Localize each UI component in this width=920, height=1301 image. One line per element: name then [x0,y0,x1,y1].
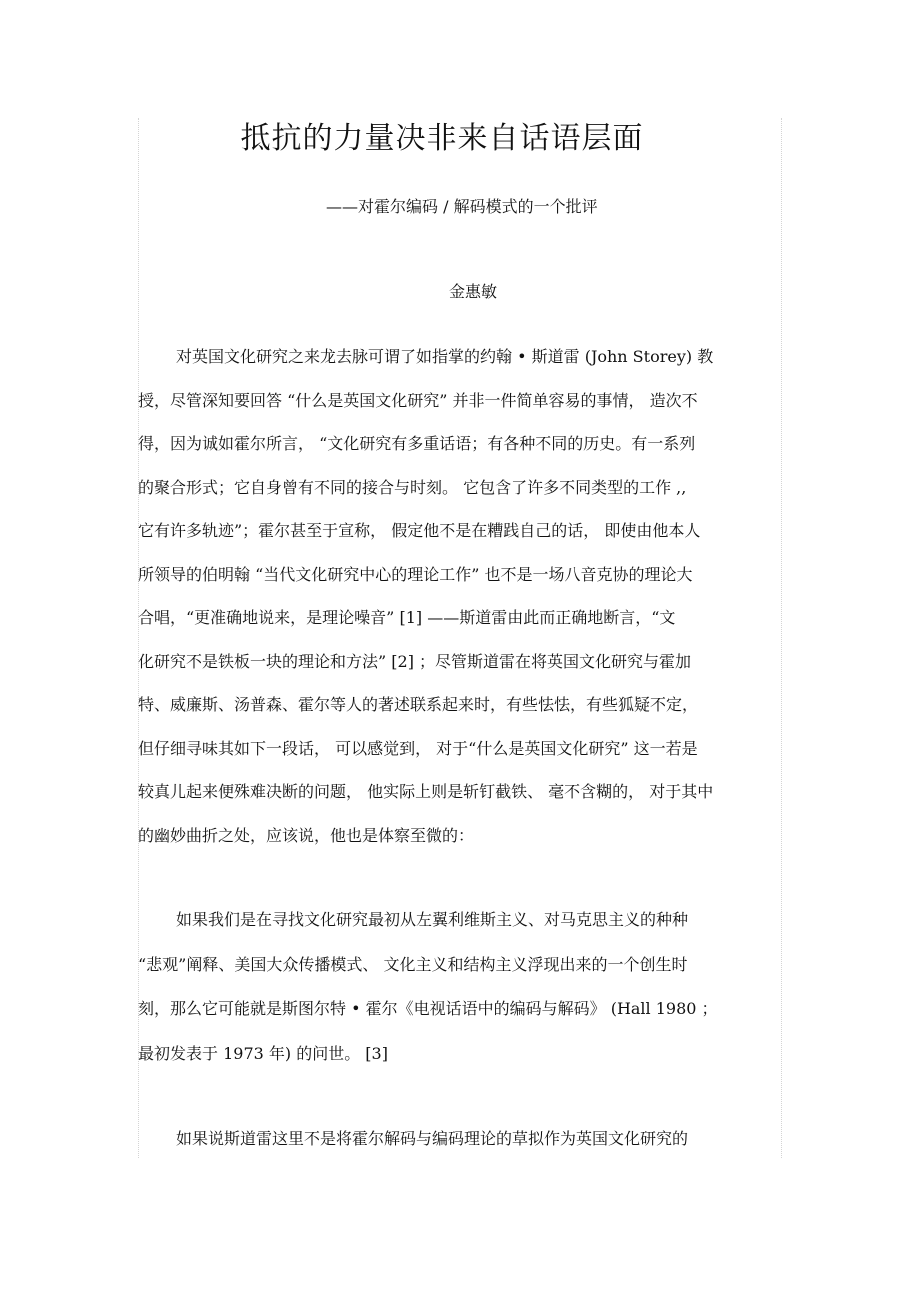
paragraph-line: 但仔细寻味其如下一段话， 可以感觉到， 对于“什么是英国文化研究” 这一若是 [138,739,698,758]
author-name: 金惠敏 [449,282,498,301]
document-subtitle: ——对霍尔编码 / 解码模式的一个批评 [326,197,598,216]
paragraph-line: 它有许多轨迹”；霍尔甚至于宣称， 假定他不是在糟践自己的话， 即使由他本人 [138,521,701,540]
paragraph-line: 的幽妙曲折之处，应该说，他也是体察至微的： [138,826,475,845]
paragraph-line: 的聚合形式；它自身曾有不同的接合与时刻。 它包含了许多不同类型的工作 ,, [138,478,687,497]
paragraph-line: “悲观”阐释、美国大众传播模式、 文化主义和结构主义浮现出来的一个创生时 [138,955,688,974]
paragraph-line: 特、威廉斯、汤普森、霍尔等人的著述联系起来时，有些怯怯，有些狐疑不定， [138,695,699,714]
paragraph-line: 如果说斯道雷这里不是将霍尔解码与编码理论的草拟作为英国文化研究的 [176,1129,689,1148]
paragraph-line: 如果我们是在寻找文化研究最初从左翼利维斯主义、对马克思主义的种种 [176,910,689,929]
paragraph-line: 对英国文化研究之来龙去脉可谓了如指掌的约翰 • 斯道雷 (John Storey) 教 [176,347,714,366]
paragraph-line: 合唱，“更准确地说来，是理论噪音” [1] ——斯道雷由此而正确地断言，“文 [138,608,676,627]
paragraph-line: 刻，那么它可能就是斯图尔特 • 霍尔《电视话语中的编码与解码》 (Hall 1980 ； [138,999,718,1018]
paragraph-line: 较真儿起来便殊难决断的问题， 他实际上则是斩钉截铁、 毫不含糊的， 对于其中 [138,782,714,801]
paragraph-line: 授，尽管深知要回答 “什么是英国文化研究” 并非一件简单容易的事情， 造次不 [138,391,698,410]
paragraph-line: 所领导的伯明翰 “当代文化研究中心的理论工作” 也不是一场八音克协的理论大 [138,565,693,584]
paragraph-line: 得，因为诚如霍尔所言， “文化研究有多重话语；有各种不同的历史。有一系列 [138,434,696,453]
paragraph-line: 化研究不是铁板一块的理论和方法” [2] ；尽管斯道雷在将英国文化研究与霍加 [138,652,692,671]
right-margin-guide [781,118,782,1158]
paragraph-line: 最初发表于 1973 年) 的问世。 [3] [138,1044,388,1063]
document-title: 抵抗的力量决非来自话语层面 [240,121,644,156]
